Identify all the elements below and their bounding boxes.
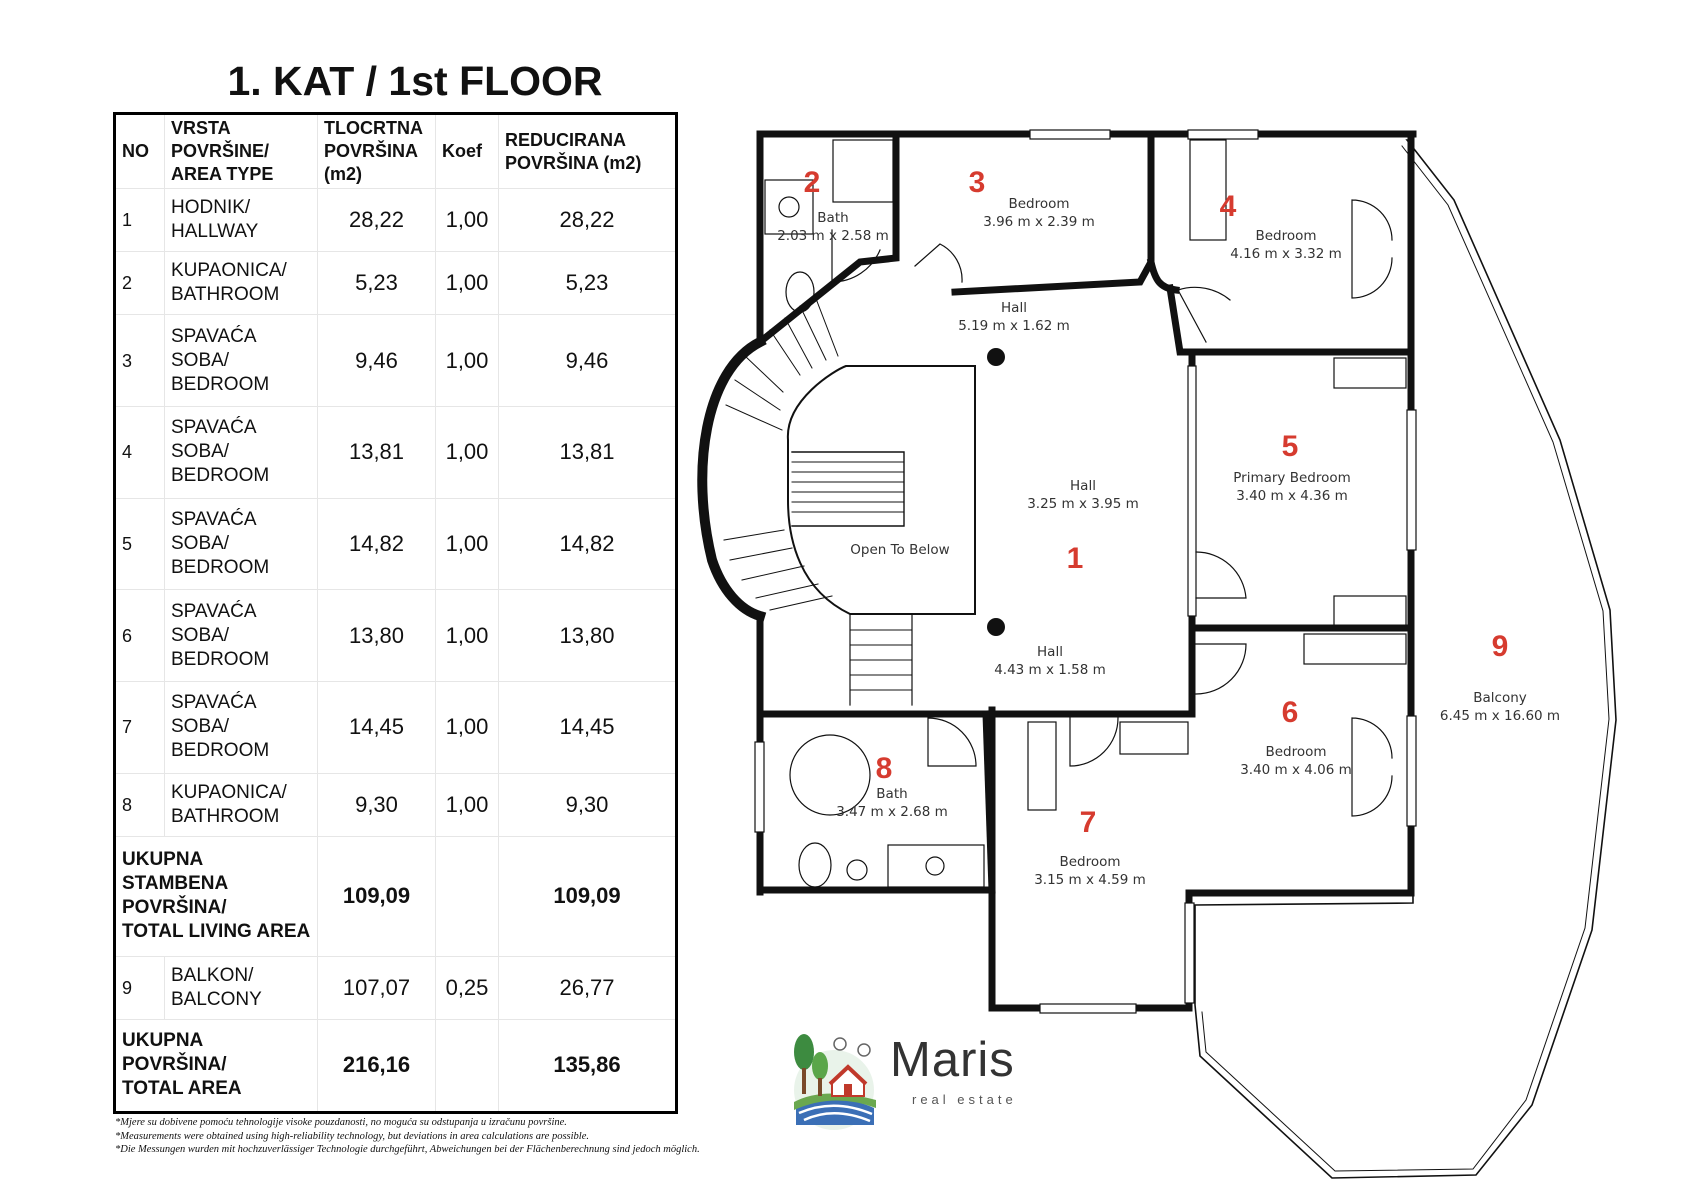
cell-area-type: SPAVAĆA SOBA/ BEDROOM (165, 406, 318, 498)
cell-reduced-area: 9,30 (499, 773, 677, 836)
header-area-type: VRSTA POVRŠINE/ AREA TYPE (165, 114, 318, 189)
cell-area-type: BALKON/ BALCONY (165, 956, 318, 1019)
cell-area-type: SPAVAĆA SOBA/ BEDROOM (165, 681, 318, 773)
room-number-8: 8 (875, 752, 893, 785)
room-number-2: 2 (803, 166, 821, 199)
room-number-1: 1 (1066, 542, 1084, 575)
cell-reduced-area: 13,81 (499, 406, 677, 498)
footnote-en: *Measurements were obtained using high-reliability technology, but deviations in area calculations are possible. (115, 1130, 589, 1142)
room-name-hall-top: Hall (1001, 300, 1027, 316)
table-row (115, 681, 677, 773)
cell-no: 6 (115, 590, 165, 682)
room-name-bath8: Bath (876, 786, 908, 802)
living-total-koef (436, 836, 499, 956)
living-total-area: 109,09 (318, 836, 436, 956)
cell-no: 2 (115, 252, 165, 315)
cell-koef: 1,00 (436, 406, 499, 498)
cell-floor-area: 14,82 (318, 498, 436, 590)
room-dims-bedroom3: 3.96 m x 2.39 m (983, 214, 1095, 230)
room-dims-primary-bedroom5: 3.40 m x 4.36 m (1236, 488, 1348, 504)
room-dims-hall-top: 5.19 m x 1.62 m (958, 318, 1070, 334)
room-name-hall-mid: Hall (1070, 478, 1096, 494)
header-no: NO (115, 114, 165, 189)
post-icon (987, 348, 1005, 366)
cell-koef: 1,00 (436, 189, 499, 252)
cell-no: 7 (115, 681, 165, 773)
living-total-row (115, 836, 677, 956)
cell-reduced-area: 26,77 (499, 956, 677, 1019)
cell-reduced-area: 13,80 (499, 590, 677, 682)
room-number-3: 3 (968, 166, 986, 199)
table-row (115, 773, 677, 836)
table-row (115, 189, 677, 252)
cell-floor-area: 13,80 (318, 590, 436, 682)
room-number-4: 4 (1219, 190, 1237, 223)
cell-reduced-area: 9,46 (499, 315, 677, 407)
table-row (115, 252, 677, 315)
table-row (115, 498, 677, 590)
room-number-9: 9 (1491, 630, 1509, 663)
cell-floor-area: 13,81 (318, 406, 436, 498)
cell-reduced-area: 14,45 (499, 681, 677, 773)
stair-curved-wall (702, 342, 760, 616)
room-dims-hall-mid: 3.25 m x 3.95 m (1027, 496, 1139, 512)
stair-treads (724, 296, 912, 690)
header-reduced-area: REDUCIRANA POVRŠINA (m2) (499, 114, 677, 189)
footnotes (115, 1116, 700, 1157)
room-name-balcony9: Balcony (1473, 690, 1527, 706)
grand-total-area: 216,16 (318, 1019, 436, 1112)
cell-no: 9 (115, 956, 165, 1019)
cell-no: 1 (115, 189, 165, 252)
room-name-hall-bottom: Hall (1037, 644, 1063, 660)
maris-logo (784, 1030, 1044, 1150)
table-header-row (115, 114, 677, 189)
room-dims-bedroom7: 3.15 m x 4.59 m (1034, 872, 1146, 888)
room-dims-balcony9: 6.45 m x 16.60 m (1439, 708, 1561, 724)
cell-koef: 1,00 (436, 315, 499, 407)
floor-plan (690, 120, 1650, 1180)
cell-area-type: SPAVAĆA SOBA/ BEDROOM (165, 315, 318, 407)
room-name-bedroom3: Bedroom (1008, 196, 1070, 212)
room-name-bedroom4: Bedroom (1255, 228, 1317, 244)
grand-total-label: UKUPNA POVRŠINA/ TOTAL AREA (115, 1019, 318, 1112)
cell-area-type: KUPAONICA/ BATHROOM (165, 252, 318, 315)
cell-no: 4 (115, 406, 165, 498)
living-total-label: UKUPNA STAMBENA POVRŠINA/ TOTAL LIVING AREA (115, 836, 318, 956)
cell-floor-area: 9,46 (318, 315, 436, 407)
logo-name: Maris (890, 1033, 1015, 1087)
cell-floor-area: 28,22 (318, 189, 436, 252)
room-name-primary-bedroom5: Primary Bedroom (1233, 470, 1351, 486)
cell-floor-area: 9,30 (318, 773, 436, 836)
page-title: 1. KAT / 1st FLOOR (227, 58, 603, 104)
footnote-hr: *Mjere su dobivene pomoću tehnologije visoke pouzdanosti, no moguća su odstupanja u izračunu površine. (115, 1117, 567, 1128)
room-dims-bedroom4: 4.16 m x 3.32 m (1230, 246, 1342, 262)
cell-area-type: SPAVAĆA SOBA/ BEDROOM (165, 590, 318, 682)
area-table (113, 112, 678, 1114)
room-number-7: 7 (1079, 806, 1097, 839)
cell-reduced-area: 14,82 (499, 498, 677, 590)
room-name-bedroom7: Bedroom (1059, 854, 1121, 870)
table-row (115, 406, 677, 498)
grand-total-reduced: 135,86 (499, 1019, 677, 1112)
cell-koef: 1,00 (436, 498, 499, 590)
cell-floor-area: 5,23 (318, 252, 436, 315)
cell-koef: 0,25 (436, 956, 499, 1019)
living-total-reduced: 109,09 (499, 836, 677, 956)
header-floor-area: TLOCRTNA POVRŠINA (m2) (318, 114, 436, 189)
cell-koef: 1,00 (436, 590, 499, 682)
logo-subtitle: real estate (912, 1092, 1017, 1107)
room-name-bedroom6: Bedroom (1265, 744, 1327, 760)
room-dims-bath2: 2.03 m x 2.58 m (777, 228, 889, 244)
room-number-5: 5 (1281, 430, 1299, 463)
cell-area-type: KUPAONICA/ BATHROOM (165, 773, 318, 836)
room-dims-bedroom6: 3.40 m x 4.06 m (1240, 762, 1352, 778)
cell-reduced-area: 28,22 (499, 189, 677, 252)
room-number-6: 6 (1281, 696, 1299, 729)
cell-koef: 1,00 (436, 681, 499, 773)
cell-koef: 1,00 (436, 773, 499, 836)
header-koef: Koef (436, 114, 499, 189)
exterior-wall-bedroom7 (992, 710, 1411, 1008)
room-dims-hall-bottom: 4.43 m x 1.58 m (994, 662, 1106, 678)
cell-no: 3 (115, 315, 165, 407)
grand-total-row (115, 1019, 677, 1112)
room-dims-bath8: 3.47 m x 2.68 m (836, 804, 948, 820)
cell-floor-area: 107,07 (318, 956, 436, 1019)
cell-reduced-area: 5,23 (499, 252, 677, 315)
table-row (115, 956, 677, 1019)
table-row (115, 315, 677, 407)
cell-koef: 1,00 (436, 252, 499, 315)
cell-no: 5 (115, 498, 165, 590)
grand-total-koef (436, 1019, 499, 1112)
cell-no: 8 (115, 773, 165, 836)
room-name-bath2: Bath (817, 210, 849, 226)
cell-floor-area: 14,45 (318, 681, 436, 773)
post-icon (987, 618, 1005, 636)
table-row (115, 590, 677, 682)
room-name-open-to-below: Open To Below (850, 542, 950, 558)
cell-area-type: SPAVAĆA SOBA/ BEDROOM (165, 498, 318, 590)
footnote-de: *Die Messungen wurden mit hochzuverlässiger Technologie durchgeführt, Abweichungen bei der Flächenberechnung sind jedoch möglich. (115, 1144, 700, 1155)
logo-emblem-icon (784, 1030, 884, 1130)
cell-area-type: HODNIK/ HALLWAY (165, 189, 318, 252)
